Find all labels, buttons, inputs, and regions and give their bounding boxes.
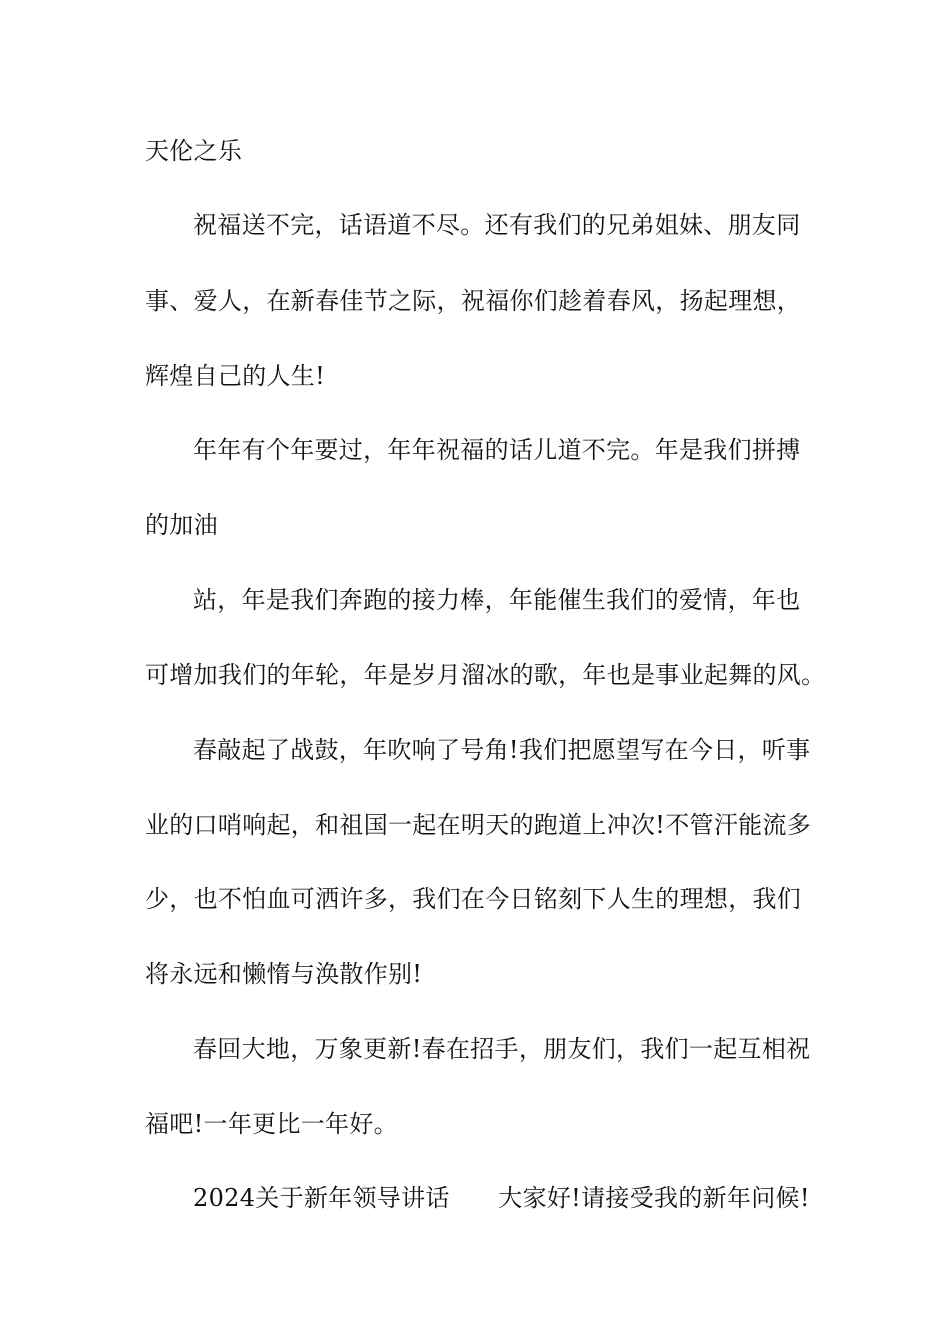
- text-line-15: 2024关于新年领导讲话 大家好!请接受我的新年问候!: [193, 1184, 810, 1212]
- text-line-8: 可增加我们的年轮，年是岁月溜冰的歌，年也是事业起舞的风。: [145, 661, 826, 689]
- text-line-11: 少，也不怕血可洒许多，我们在今日铭刻下人生的理想，我们: [145, 885, 802, 913]
- text-line-6: 的加油: [145, 511, 218, 539]
- text-line-5: 年年有个年要过，年年祝福的话儿道不完。年是我们拼搏: [193, 436, 801, 464]
- text-line-13: 春回大地，万象更新!春在招手，朋友们，我们一起互相祝: [193, 1035, 811, 1063]
- text-line-10: 业的口哨响起，和祖国一起在明天的跑道上冲次!不管汗能流多: [145, 811, 812, 839]
- text-line-2: 祝福送不完，话语道不尽。还有我们的兄弟姐妹、朋友同: [193, 211, 801, 239]
- text-line-14: 福吧!一年更比一年好。: [145, 1110, 398, 1138]
- text-line-7: 站，年是我们奔跑的接力棒，年能催生我们的爱情，年也: [193, 586, 801, 614]
- text-line-1: 天伦之乐: [145, 137, 243, 165]
- text-line-12: 将永远和懒惰与涣散作别!: [145, 960, 423, 988]
- text-line-9: 春敲起了战鼓，年吹响了号角!我们把愿望写在今日，听事: [193, 736, 811, 764]
- text-line-4: 辉煌自己的人生!: [145, 362, 326, 390]
- text-line-3: 事、爱人，在新春佳节之际，祝福你们趁着春风，扬起理想，: [145, 287, 802, 315]
